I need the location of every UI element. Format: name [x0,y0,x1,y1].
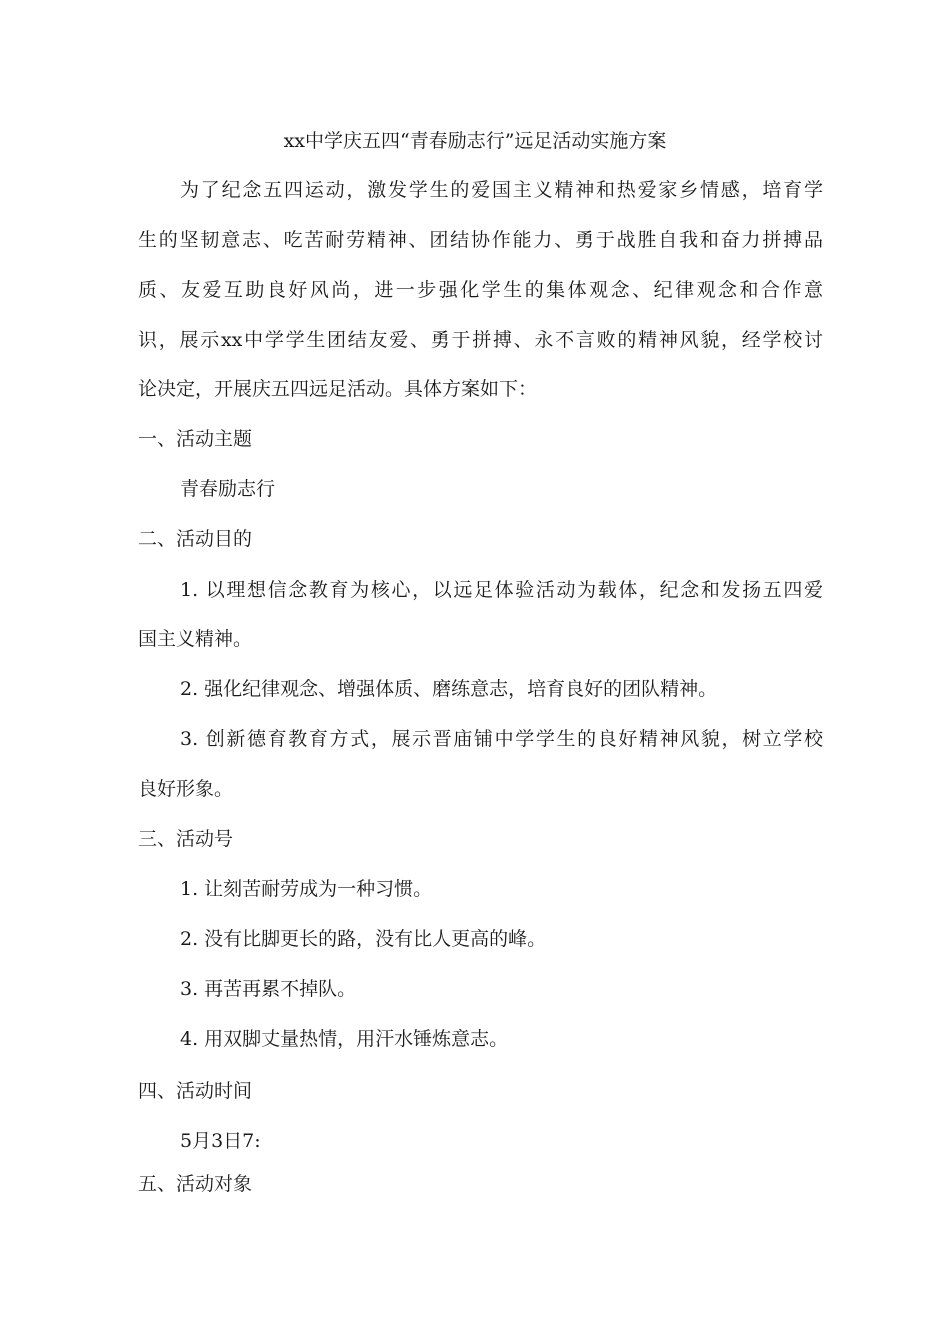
purpose-item-1-line-1: 1. 以理想信念教育为核心，以远足体验活动为载体，纪念和发扬五四爱 [180,579,823,601]
intro-line-1: 为了纪念五四运动，激发学生的爱国主义精神和热爱家乡情感，培育学 [180,179,823,201]
section-heading-theme: 一、活动主题 [138,428,253,450]
time-content: 5月3日7: [180,1130,261,1152]
intro-line-2: 生的坚韧意志、吃苦耐劳精神、团结协作能力、勇于战胜自我和奋力拼搏品 [138,229,823,251]
purpose-item-2: 2. 强化纪律观念、增强体质、磨练意志，培育良好的团队精神。 [180,678,718,700]
theme-content: 青春励志行 [180,478,276,500]
purpose-item-3-line-2: 良好形象。 [138,778,234,800]
document-title: xx中学庆五四“青春励志行”远足活动实施方案 [283,130,667,152]
purpose-item-1-line-2: 国主义精神。 [138,628,253,650]
slogan-item: 4. 用双脚丈量热情，用汗水锤炼意志。 [180,1028,509,1050]
slogan-item: 3. 再苦再累不掉队。 [180,978,357,1000]
section-heading-time: 四、活动时间 [138,1080,253,1102]
section-heading-slogans: 三、活动号 [138,828,234,850]
purpose-item-3-line-1: 3. 创新德育教育方式，展示晋庙铺中学学生的良好精神风貌，树立学校 [180,728,823,750]
slogan-item: 1. 让刻苦耐劳成为一种习惯。 [180,878,433,900]
slogan-item: 2. 没有比脚更长的路，没有比人更高的峰。 [180,928,547,950]
intro-line-5: 论决定，开展庆五四远足活动。具体方案如下： [138,378,538,400]
intro-line-4: 识，展示xx中学学生团结友爱、勇于拼搏、永不言败的精神风貌，经学校讨 [138,329,823,351]
intro-line-3: 质、友爱互助良好风尚，进一步强化学生的集体观念、纪律观念和合作意 [138,279,823,301]
section-heading-participants: 五、活动对象 [138,1173,253,1195]
section-heading-purpose: 二、活动目的 [138,528,253,550]
